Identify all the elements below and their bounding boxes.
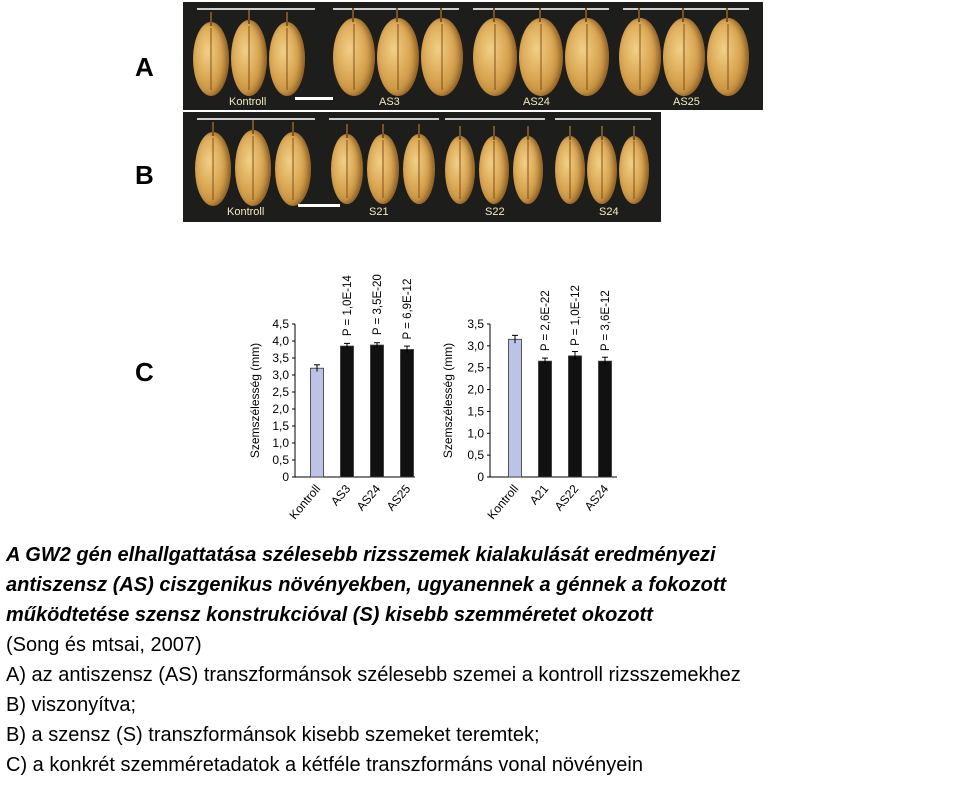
p-value-label: P = 6,9E-12: [402, 278, 414, 340]
p-value-label: P = 3,5E-20: [372, 274, 384, 336]
rice-grain: [235, 130, 271, 206]
rice-grain: [333, 18, 375, 96]
grain-photo-b: [183, 112, 661, 222]
grain-width-chart-sense: [440, 255, 630, 525]
bar: [539, 361, 552, 477]
grain-label: S22: [485, 206, 505, 218]
rice-grain: [513, 136, 543, 204]
rice-grain: [565, 18, 609, 96]
rice-grain: [663, 18, 705, 96]
rice-grain: [231, 20, 267, 96]
rice-grain: [473, 18, 517, 96]
y-tick-label: 3,5: [272, 351, 289, 365]
category-label: Kontroll: [286, 481, 324, 523]
y-tick-label: 1,0: [272, 436, 289, 450]
caption-line: C) a konkrét szemméretadatok a kétféle transzformáns vonal növényein: [6, 754, 643, 776]
y-tick-label: 2,0: [467, 382, 484, 397]
y-tick-label: 4,5: [272, 317, 289, 331]
grain-label: Kontroll: [227, 206, 265, 218]
grain-label: AS25: [673, 96, 700, 108]
caption-title: A GW2 gén elhallgattatása szélesebb rizsszemek kialakulását eredményezi: [6, 544, 716, 566]
bar: [569, 356, 582, 477]
y-tick-label: 3,5: [467, 317, 484, 331]
rice-grain: [367, 134, 399, 204]
bar: [599, 361, 612, 477]
grain-label: S21: [369, 206, 389, 218]
rice-grain: [587, 136, 617, 204]
rice-grain: [421, 18, 463, 96]
grain-label: Kontroll: [229, 96, 267, 108]
caption-line: B) viszonyítva;: [6, 694, 137, 716]
y-tick-label: 0,5: [272, 453, 289, 467]
divider: [329, 118, 439, 120]
bar: [371, 345, 384, 477]
divider: [555, 118, 651, 120]
y-tick-label: 2,0: [272, 402, 289, 416]
caption-title: antiszensz (AS) ciszgenikus növényekben, ugyanennek a génnek a fokozott: [6, 574, 727, 596]
category-label: AS22: [551, 481, 582, 514]
p-value-label: P = 2,6E-22: [540, 290, 552, 352]
y-tick-label: 4,0: [272, 334, 289, 348]
category-label: Kontroll: [484, 481, 522, 523]
y-tick-label: 0: [477, 470, 484, 484]
rice-grain: [555, 136, 585, 204]
category-label: AS24: [581, 481, 612, 514]
grain-label: AS24: [523, 96, 550, 108]
y-axis-label: Szemszélesség (mm): [441, 342, 455, 459]
category-label: AS24: [353, 481, 384, 514]
caption-title: működtetése szensz konstrukcióval (S) kisebb szemméretet okozott: [6, 604, 653, 626]
rice-grain: [403, 134, 435, 204]
category-label: AS25: [383, 481, 414, 514]
caption-line: A) az antiszensz (AS) transzformánsok szélesebb szemei a kontroll rizsszemekhez: [6, 664, 741, 686]
y-tick-label: 1,5: [467, 404, 484, 419]
bar: [311, 368, 324, 477]
divider: [445, 118, 545, 120]
y-tick-label: 2,5: [467, 360, 484, 375]
rice-grain: [619, 18, 661, 96]
rice-grain: [275, 132, 311, 206]
grain-width-chart-antisense: [245, 255, 435, 525]
divider: [623, 8, 749, 10]
caption-reference: (Song és mtsai, 2007): [6, 634, 202, 656]
scale-bar: [298, 204, 340, 207]
figure-caption: [6, 540, 956, 780]
rice-grain: [193, 22, 229, 96]
grain-photo-a: [183, 2, 763, 110]
rice-grain: [331, 134, 363, 204]
rice-grain: [445, 136, 475, 204]
rice-grain: [519, 18, 563, 96]
grain-label: S24: [599, 206, 619, 218]
divider: [197, 8, 315, 10]
p-value-label: P = 1,0E-14: [342, 275, 354, 337]
rice-grain: [707, 18, 749, 96]
divider: [197, 118, 315, 120]
bar: [341, 346, 354, 477]
rice-grain: [619, 136, 649, 204]
panel-letter-b: B: [135, 160, 154, 190]
bar: [509, 339, 522, 477]
rice-grain: [195, 132, 231, 206]
y-tick-label: 1,0: [467, 426, 484, 441]
y-tick-label: 3,0: [272, 368, 289, 382]
y-tick-label: 3,0: [467, 338, 484, 353]
panel-letter-a: A: [135, 52, 154, 82]
category-label: AS3: [327, 481, 354, 509]
y-tick-label: 2,5: [272, 385, 289, 399]
p-value-label: P = 1,0E-12: [570, 285, 582, 346]
rice-grain: [269, 22, 305, 96]
scale-bar: [295, 97, 333, 100]
caption-line: B) a szensz (S) transzformánsok kisebb szemeket teremtek;: [6, 724, 540, 746]
panel-letter-c: C: [135, 357, 154, 387]
y-tick-label: 1,5: [272, 419, 289, 433]
y-axis-label: Szemszélesség (mm): [248, 342, 262, 459]
bar: [401, 350, 414, 478]
rice-grain: [479, 136, 509, 204]
rice-grain: [377, 18, 419, 96]
y-tick-label: 0: [282, 470, 289, 484]
grain-label: AS3: [379, 96, 400, 108]
category-label: A21: [526, 481, 552, 508]
y-tick-label: 0,5: [467, 448, 484, 463]
p-value-label: P = 3,6E-12: [600, 290, 612, 352]
